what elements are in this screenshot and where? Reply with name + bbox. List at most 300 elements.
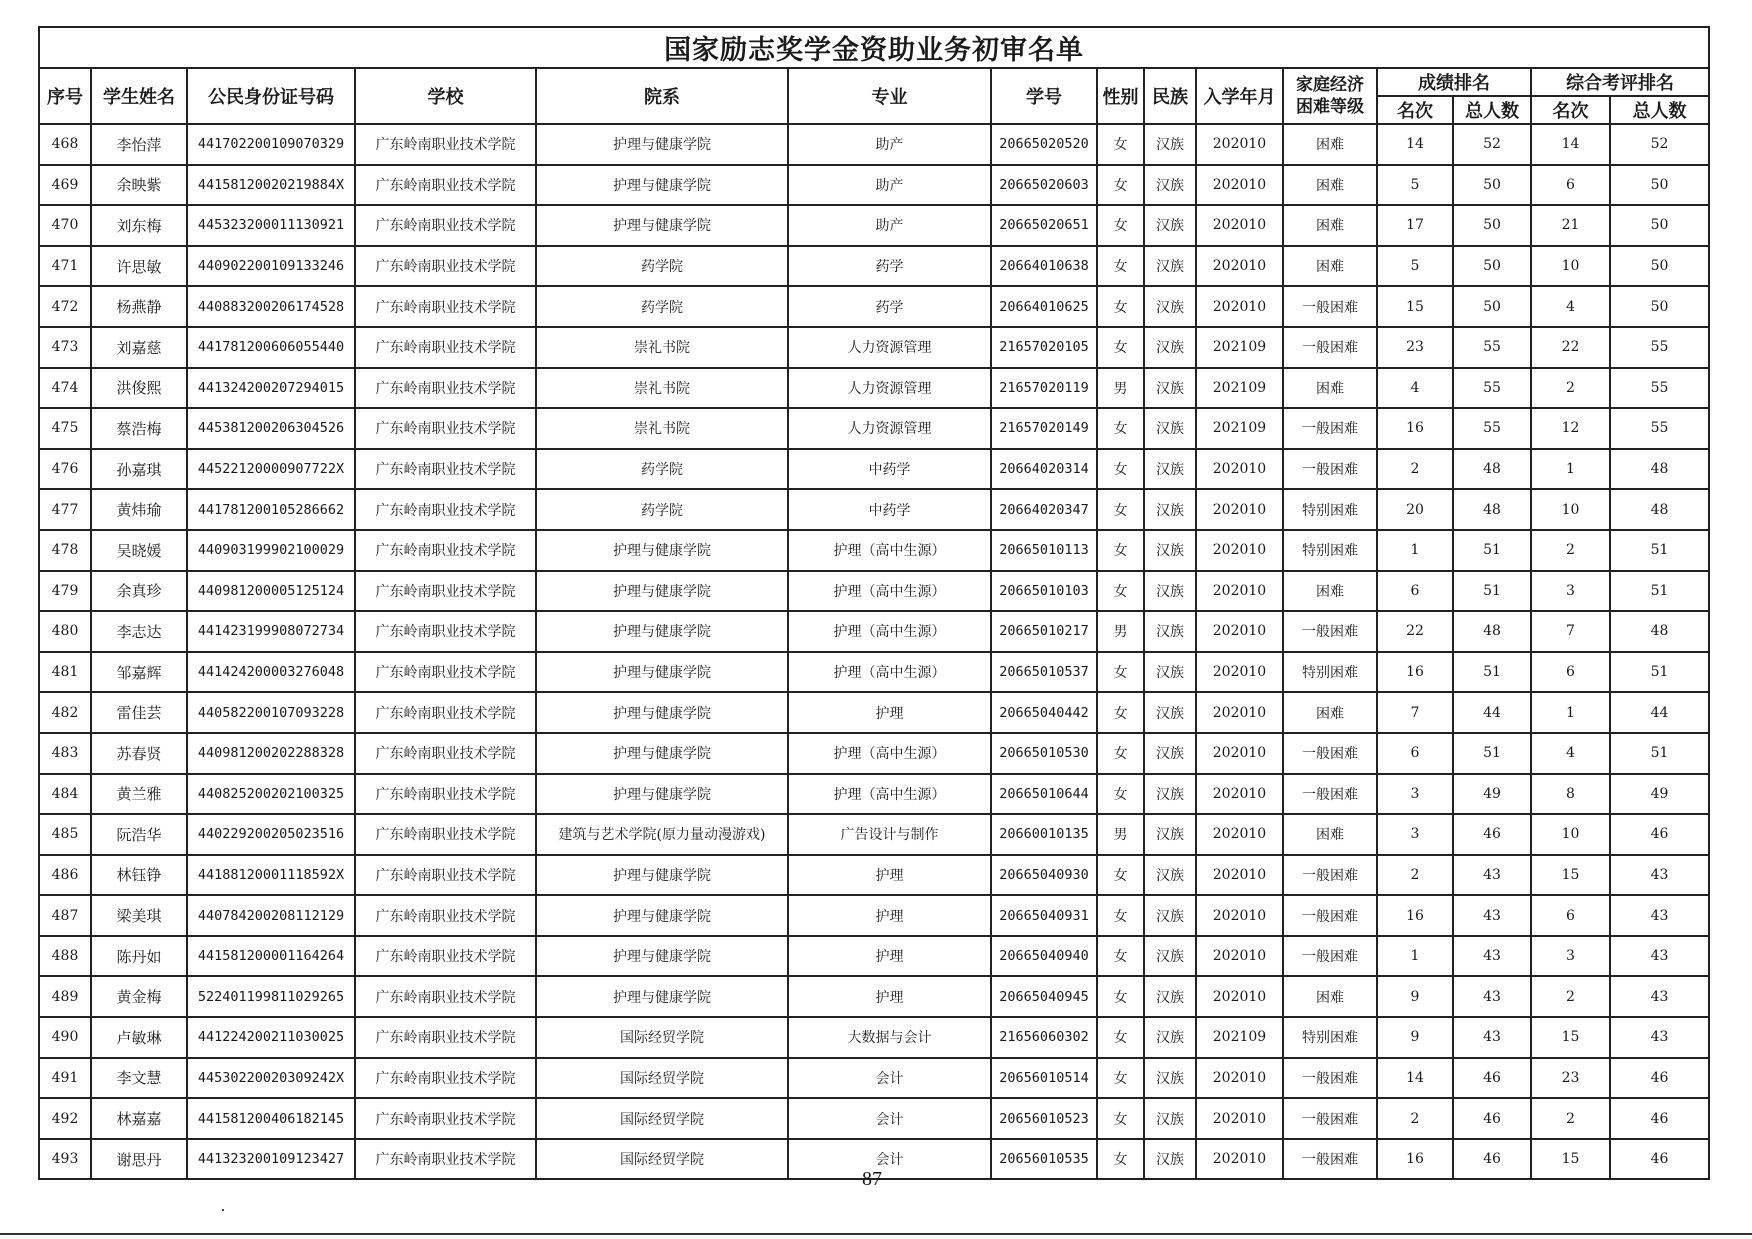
cell-overall-rank: 3 xyxy=(1531,936,1610,977)
cell-college: 护理与健康学院 xyxy=(536,733,788,774)
cell-id: 44522120000907722X xyxy=(187,449,355,490)
cell-grade-total: 51 xyxy=(1453,652,1531,693)
cell-student-no: 20665020603 xyxy=(991,165,1097,206)
cell-id: 440825200202100325 xyxy=(187,774,355,815)
cell-grade-rank: 7 xyxy=(1377,692,1453,733)
cell-overall-rank: 15 xyxy=(1531,1017,1610,1058)
cell-id: 440903199902100029 xyxy=(187,530,355,571)
cell-hardship: 一般困难 xyxy=(1283,733,1377,774)
cell-grade-rank: 5 xyxy=(1377,165,1453,206)
cell-major: 助产 xyxy=(788,165,991,206)
cell-college: 护理与健康学院 xyxy=(536,936,788,977)
cell-gender: 男 xyxy=(1097,611,1144,652)
cell-grade-total: 50 xyxy=(1453,286,1531,327)
cell-hardship: 一般困难 xyxy=(1283,1058,1377,1099)
cell-overall-total: 50 xyxy=(1610,286,1709,327)
cell-id: 445323200011130921 xyxy=(187,205,355,246)
cell-ethnicity: 汉族 xyxy=(1144,814,1196,855)
cell-id: 445381200206304526 xyxy=(187,408,355,449)
cell-name: 黄炜瑜 xyxy=(91,489,187,530)
cell-school: 广东岭南职业技术学院 xyxy=(355,327,536,368)
cell-name: 苏春贤 xyxy=(91,733,187,774)
cell-major: 中药学 xyxy=(788,489,991,530)
cell-hardship: 特别困难 xyxy=(1283,489,1377,530)
cell-student-no: 20665010644 xyxy=(991,774,1097,815)
cell-enroll: 202010 xyxy=(1196,976,1283,1017)
header-college: 院系 xyxy=(536,68,788,124)
cell-grade-total: 49 xyxy=(1453,774,1531,815)
cell-grade-rank: 14 xyxy=(1377,1058,1453,1099)
cell-major: 会计 xyxy=(788,1139,991,1180)
cell-student-no: 20665020520 xyxy=(991,124,1097,165)
table-row xyxy=(39,246,1709,287)
cell-overall-rank: 3 xyxy=(1531,571,1610,612)
cell-enroll: 202010 xyxy=(1196,286,1283,327)
cell-school: 广东岭南职业技术学院 xyxy=(355,1058,536,1099)
cell-seq: 492 xyxy=(39,1098,91,1139)
header-hardship xyxy=(1283,68,1377,124)
cell-id: 441324200207294015 xyxy=(187,368,355,409)
cell-major: 护理（高中生源） xyxy=(788,652,991,693)
cell-grade-total: 50 xyxy=(1453,246,1531,287)
cell-seq: 468 xyxy=(39,124,91,165)
cell-overall-total: 48 xyxy=(1610,449,1709,490)
cell-college: 药学院 xyxy=(536,246,788,287)
cell-student-no: 20665040940 xyxy=(991,936,1097,977)
cell-student-no: 20664020347 xyxy=(991,489,1097,530)
cell-name: 林嘉嘉 xyxy=(91,1098,187,1139)
table-row xyxy=(39,733,1709,774)
cell-id: 440784200208112129 xyxy=(187,895,355,936)
cell-school: 广东岭南职业技术学院 xyxy=(355,489,536,530)
roster-body xyxy=(39,124,1709,1179)
cell-hardship: 一般困难 xyxy=(1283,895,1377,936)
table-row xyxy=(39,855,1709,896)
cell-grade-rank: 3 xyxy=(1377,814,1453,855)
cell-overall-total: 52 xyxy=(1610,124,1709,165)
cell-hardship: 困难 xyxy=(1283,368,1377,409)
cell-gender: 女 xyxy=(1097,124,1144,165)
cell-gender: 女 xyxy=(1097,530,1144,571)
cell-overall-rank: 10 xyxy=(1531,814,1610,855)
cell-overall-total: 55 xyxy=(1610,408,1709,449)
cell-grade-rank: 2 xyxy=(1377,449,1453,490)
cell-enroll: 202010 xyxy=(1196,895,1283,936)
cell-name: 梁美琪 xyxy=(91,895,187,936)
cell-major: 药学 xyxy=(788,286,991,327)
cell-college: 崇礼书院 xyxy=(536,368,788,409)
stray-dot xyxy=(222,1209,224,1211)
cell-student-no: 20665010537 xyxy=(991,652,1097,693)
cell-student-no: 21656060302 xyxy=(991,1017,1097,1058)
cell-overall-rank: 10 xyxy=(1531,246,1610,287)
cell-name: 李志达 xyxy=(91,611,187,652)
cell-hardship: 困难 xyxy=(1283,165,1377,206)
cell-student-no: 20656010535 xyxy=(991,1139,1097,1180)
cell-hardship: 困难 xyxy=(1283,976,1377,1017)
cell-overall-total: 43 xyxy=(1610,1017,1709,1058)
table-row xyxy=(39,1017,1709,1058)
cell-ethnicity: 汉族 xyxy=(1144,652,1196,693)
cell-student-no: 20665040931 xyxy=(991,895,1097,936)
cell-seq: 493 xyxy=(39,1139,91,1180)
cell-grade-rank: 15 xyxy=(1377,286,1453,327)
cell-major: 助产 xyxy=(788,124,991,165)
cell-enroll: 202010 xyxy=(1196,1058,1283,1099)
cell-grade-rank: 23 xyxy=(1377,327,1453,368)
cell-college: 崇礼书院 xyxy=(536,408,788,449)
cell-overall-total: 46 xyxy=(1610,1058,1709,1099)
cell-ethnicity: 汉族 xyxy=(1144,449,1196,490)
cell-hardship: 一般困难 xyxy=(1283,408,1377,449)
cell-ethnicity: 汉族 xyxy=(1144,327,1196,368)
cell-overall-rank: 21 xyxy=(1531,205,1610,246)
cell-student-no: 20665010217 xyxy=(991,611,1097,652)
cell-name: 雷佳芸 xyxy=(91,692,187,733)
cell-grade-rank: 5 xyxy=(1377,246,1453,287)
cell-name: 李文慧 xyxy=(91,1058,187,1099)
cell-gender: 女 xyxy=(1097,408,1144,449)
table-row xyxy=(39,530,1709,571)
cell-overall-rank: 12 xyxy=(1531,408,1610,449)
cell-ethnicity: 汉族 xyxy=(1144,936,1196,977)
cell-grade-total: 51 xyxy=(1453,571,1531,612)
cell-overall-rank: 23 xyxy=(1531,1058,1610,1099)
cell-grade-rank: 14 xyxy=(1377,124,1453,165)
cell-overall-rank: 7 xyxy=(1531,611,1610,652)
cell-major: 人力资源管理 xyxy=(788,408,991,449)
cell-id: 440582200107093228 xyxy=(187,692,355,733)
cell-gender: 女 xyxy=(1097,936,1144,977)
cell-enroll: 202010 xyxy=(1196,652,1283,693)
cell-student-no: 20665040945 xyxy=(991,976,1097,1017)
cell-grade-total: 43 xyxy=(1453,936,1531,977)
cell-grade-rank: 2 xyxy=(1377,1098,1453,1139)
cell-overall-total: 46 xyxy=(1610,1139,1709,1180)
cell-school: 广东岭南职业技术学院 xyxy=(355,571,536,612)
cell-ethnicity: 汉族 xyxy=(1144,368,1196,409)
cell-major: 护理（高中生源） xyxy=(788,571,991,612)
cell-name: 邹嘉辉 xyxy=(91,652,187,693)
cell-student-no: 20656010523 xyxy=(991,1098,1097,1139)
cell-grade-total: 55 xyxy=(1453,408,1531,449)
cell-overall-total: 50 xyxy=(1610,205,1709,246)
cell-enroll: 202010 xyxy=(1196,124,1283,165)
cell-ethnicity: 汉族 xyxy=(1144,733,1196,774)
cell-ethnicity: 汉族 xyxy=(1144,895,1196,936)
cell-college: 国际经贸学院 xyxy=(536,1098,788,1139)
cell-major: 广告设计与制作 xyxy=(788,814,991,855)
cell-name: 谢思丹 xyxy=(91,1139,187,1180)
cell-major: 会计 xyxy=(788,1058,991,1099)
cell-hardship: 一般困难 xyxy=(1283,449,1377,490)
cell-overall-rank: 4 xyxy=(1531,286,1610,327)
roster-sheet xyxy=(38,26,1708,1180)
cell-id: 522401199811029265 xyxy=(187,976,355,1017)
cell-hardship: 一般困难 xyxy=(1283,1139,1377,1180)
cell-major: 会计 xyxy=(788,1098,991,1139)
cell-major: 助产 xyxy=(788,205,991,246)
table-row xyxy=(39,652,1709,693)
cell-overall-total: 43 xyxy=(1610,855,1709,896)
header-overall-rank-position: 名次 xyxy=(1531,96,1610,124)
cell-gender: 女 xyxy=(1097,774,1144,815)
cell-hardship: 困难 xyxy=(1283,246,1377,287)
cell-grade-total: 43 xyxy=(1453,1017,1531,1058)
cell-major: 药学 xyxy=(788,246,991,287)
cell-grade-total: 55 xyxy=(1453,368,1531,409)
cell-grade-rank: 1 xyxy=(1377,936,1453,977)
cell-ethnicity: 汉族 xyxy=(1144,530,1196,571)
cell-enroll: 202010 xyxy=(1196,774,1283,815)
cell-name: 黄金梅 xyxy=(91,976,187,1017)
cell-overall-total: 44 xyxy=(1610,692,1709,733)
header-grade-rank: 成绩排名 xyxy=(1377,68,1531,96)
cell-grade-total: 44 xyxy=(1453,692,1531,733)
cell-name: 余映紫 xyxy=(91,165,187,206)
cell-seq: 478 xyxy=(39,530,91,571)
cell-college: 药学院 xyxy=(536,489,788,530)
cell-gender: 男 xyxy=(1097,368,1144,409)
cell-school: 广东岭南职业技术学院 xyxy=(355,976,536,1017)
cell-grade-total: 48 xyxy=(1453,449,1531,490)
cell-college: 国际经贸学院 xyxy=(536,1058,788,1099)
cell-name: 陈丹如 xyxy=(91,936,187,977)
cell-name: 卢敏琳 xyxy=(91,1017,187,1058)
cell-grade-total: 50 xyxy=(1453,165,1531,206)
cell-overall-rank: 4 xyxy=(1531,733,1610,774)
cell-ethnicity: 汉族 xyxy=(1144,692,1196,733)
table-row xyxy=(39,1098,1709,1139)
cell-school: 广东岭南职业技术学院 xyxy=(355,611,536,652)
cell-overall-rank: 22 xyxy=(1531,327,1610,368)
cell-overall-total: 49 xyxy=(1610,774,1709,815)
cell-school: 广东岭南职业技术学院 xyxy=(355,246,536,287)
cell-overall-total: 55 xyxy=(1610,368,1709,409)
cell-seq: 487 xyxy=(39,895,91,936)
cell-grade-total: 48 xyxy=(1453,489,1531,530)
table-row xyxy=(39,449,1709,490)
cell-student-no: 20665010103 xyxy=(991,571,1097,612)
cell-hardship: 特别困难 xyxy=(1283,530,1377,571)
cell-school: 广东岭南职业技术学院 xyxy=(355,205,536,246)
cell-overall-rank: 2 xyxy=(1531,368,1610,409)
cell-college: 护理与健康学院 xyxy=(536,571,788,612)
cell-gender: 女 xyxy=(1097,571,1144,612)
cell-gender: 女 xyxy=(1097,976,1144,1017)
cell-id: 440981200005125124 xyxy=(187,571,355,612)
cell-student-no: 20660010135 xyxy=(991,814,1097,855)
cell-gender: 女 xyxy=(1097,165,1144,206)
cell-seq: 491 xyxy=(39,1058,91,1099)
cell-id: 441702200109070329 xyxy=(187,124,355,165)
cell-enroll: 202010 xyxy=(1196,530,1283,571)
cell-overall-rank: 8 xyxy=(1531,774,1610,815)
cell-grade-rank: 6 xyxy=(1377,571,1453,612)
cell-name: 刘东梅 xyxy=(91,205,187,246)
cell-id: 441781200105286662 xyxy=(187,489,355,530)
cell-grade-rank: 22 xyxy=(1377,611,1453,652)
cell-grade-total: 46 xyxy=(1453,1058,1531,1099)
cell-id: 441423199908072734 xyxy=(187,611,355,652)
cell-gender: 女 xyxy=(1097,692,1144,733)
bottom-rule xyxy=(0,1233,1752,1235)
cell-seq: 485 xyxy=(39,814,91,855)
cell-enroll: 202010 xyxy=(1196,733,1283,774)
cell-ethnicity: 汉族 xyxy=(1144,1017,1196,1058)
cell-overall-total: 43 xyxy=(1610,895,1709,936)
cell-grade-rank: 17 xyxy=(1377,205,1453,246)
cell-name: 蔡浩梅 xyxy=(91,408,187,449)
cell-school: 广东岭南职业技术学院 xyxy=(355,368,536,409)
cell-enroll: 202010 xyxy=(1196,165,1283,206)
cell-hardship: 特别困难 xyxy=(1283,652,1377,693)
cell-gender: 女 xyxy=(1097,205,1144,246)
cell-hardship: 一般困难 xyxy=(1283,611,1377,652)
cell-gender: 女 xyxy=(1097,855,1144,896)
cell-enroll: 202010 xyxy=(1196,936,1283,977)
cell-school: 广东岭南职业技术学院 xyxy=(355,936,536,977)
cell-student-no: 21657020105 xyxy=(991,327,1097,368)
cell-id: 44188120001118592X xyxy=(187,855,355,896)
cell-college: 护理与健康学院 xyxy=(536,124,788,165)
cell-enroll: 202010 xyxy=(1196,246,1283,287)
roster-table xyxy=(38,26,1710,1180)
cell-overall-total: 46 xyxy=(1610,1098,1709,1139)
cell-seq: 482 xyxy=(39,692,91,733)
cell-grade-total: 46 xyxy=(1453,814,1531,855)
table-row xyxy=(39,611,1709,652)
cell-student-no: 20665020651 xyxy=(991,205,1097,246)
cell-school: 广东岭南职业技术学院 xyxy=(355,408,536,449)
cell-enroll: 202109 xyxy=(1196,327,1283,368)
cell-grade-rank: 1 xyxy=(1377,530,1453,571)
cell-name: 黄兰雅 xyxy=(91,774,187,815)
cell-gender: 女 xyxy=(1097,489,1144,530)
cell-student-no: 20664010638 xyxy=(991,246,1097,287)
cell-ethnicity: 汉族 xyxy=(1144,408,1196,449)
cell-seq: 472 xyxy=(39,286,91,327)
cell-gender: 女 xyxy=(1097,327,1144,368)
cell-student-no: 21657020119 xyxy=(991,368,1097,409)
cell-hardship: 一般困难 xyxy=(1283,1098,1377,1139)
cell-school: 广东岭南职业技术学院 xyxy=(355,286,536,327)
cell-name: 吴晓媛 xyxy=(91,530,187,571)
cell-seq: 471 xyxy=(39,246,91,287)
cell-seq: 475 xyxy=(39,408,91,449)
cell-seq: 486 xyxy=(39,855,91,896)
cell-major: 人力资源管理 xyxy=(788,327,991,368)
cell-overall-total: 43 xyxy=(1610,936,1709,977)
cell-student-no: 20656010514 xyxy=(991,1058,1097,1099)
header-hardship-line1: 家庭经济 xyxy=(1296,75,1364,95)
cell-ethnicity: 汉族 xyxy=(1144,1139,1196,1180)
cell-grade-rank: 16 xyxy=(1377,408,1453,449)
cell-id: 440883200206174528 xyxy=(187,286,355,327)
cell-id: 44530220020309242X xyxy=(187,1058,355,1099)
header-hardship-line2: 困难等级 xyxy=(1296,97,1364,117)
header-school: 学校 xyxy=(355,68,536,124)
cell-ethnicity: 汉族 xyxy=(1144,165,1196,206)
cell-overall-total: 43 xyxy=(1610,976,1709,1017)
cell-gender: 女 xyxy=(1097,286,1144,327)
cell-ethnicity: 汉族 xyxy=(1144,286,1196,327)
cell-overall-rank: 15 xyxy=(1531,1139,1610,1180)
cell-school: 广东岭南职业技术学院 xyxy=(355,449,536,490)
cell-school: 广东岭南职业技术学院 xyxy=(355,733,536,774)
cell-grade-total: 48 xyxy=(1453,611,1531,652)
cell-enroll: 202010 xyxy=(1196,205,1283,246)
cell-ethnicity: 汉族 xyxy=(1144,611,1196,652)
cell-student-no: 20664020314 xyxy=(991,449,1097,490)
cell-student-no: 20665010113 xyxy=(991,530,1097,571)
cell-major: 护理（高中生源） xyxy=(788,611,991,652)
cell-school: 广东岭南职业技术学院 xyxy=(355,165,536,206)
cell-college: 护理与健康学院 xyxy=(536,205,788,246)
cell-name: 杨燕静 xyxy=(91,286,187,327)
cell-ethnicity: 汉族 xyxy=(1144,489,1196,530)
header-grade-rank-position: 名次 xyxy=(1377,96,1453,124)
cell-id: 44158120020219884X xyxy=(187,165,355,206)
cell-hardship: 困难 xyxy=(1283,814,1377,855)
cell-id: 441781200606055440 xyxy=(187,327,355,368)
cell-college: 护理与健康学院 xyxy=(536,165,788,206)
cell-major: 护理 xyxy=(788,895,991,936)
cell-name: 李怡萍 xyxy=(91,124,187,165)
cell-grade-total: 43 xyxy=(1453,895,1531,936)
cell-student-no: 20664010625 xyxy=(991,286,1097,327)
cell-id: 441581200001164264 xyxy=(187,936,355,977)
cell-grade-total: 51 xyxy=(1453,530,1531,571)
cell-gender: 女 xyxy=(1097,1017,1144,1058)
cell-gender: 女 xyxy=(1097,895,1144,936)
cell-grade-total: 51 xyxy=(1453,733,1531,774)
cell-gender: 女 xyxy=(1097,733,1144,774)
cell-major: 护理 xyxy=(788,855,991,896)
cell-grade-rank: 16 xyxy=(1377,895,1453,936)
cell-grade-rank: 4 xyxy=(1377,368,1453,409)
cell-hardship: 一般困难 xyxy=(1283,327,1377,368)
cell-major: 护理（高中生源） xyxy=(788,530,991,571)
cell-overall-rank: 2 xyxy=(1531,1098,1610,1139)
cell-overall-total: 46 xyxy=(1610,814,1709,855)
header-enroll: 入学年月 xyxy=(1196,68,1283,124)
cell-college: 护理与健康学院 xyxy=(536,774,788,815)
cell-ethnicity: 汉族 xyxy=(1144,774,1196,815)
cell-school: 广东岭南职业技术学院 xyxy=(355,530,536,571)
header-overall-rank: 综合考评排名 xyxy=(1531,68,1709,96)
cell-hardship: 一般困难 xyxy=(1283,286,1377,327)
table-row xyxy=(39,976,1709,1017)
cell-name: 许思敏 xyxy=(91,246,187,287)
cell-seq: 473 xyxy=(39,327,91,368)
cell-ethnicity: 汉族 xyxy=(1144,855,1196,896)
cell-overall-rank: 1 xyxy=(1531,692,1610,733)
cell-enroll: 202010 xyxy=(1196,692,1283,733)
cell-name: 阮浩华 xyxy=(91,814,187,855)
cell-seq: 490 xyxy=(39,1017,91,1058)
cell-overall-total: 51 xyxy=(1610,530,1709,571)
cell-school: 广东岭南职业技术学院 xyxy=(355,652,536,693)
cell-id: 440981200202288328 xyxy=(187,733,355,774)
cell-grade-rank: 9 xyxy=(1377,976,1453,1017)
cell-overall-rank: 1 xyxy=(1531,449,1610,490)
cell-seq: 477 xyxy=(39,489,91,530)
cell-major: 人力资源管理 xyxy=(788,368,991,409)
cell-school: 广东岭南职业技术学院 xyxy=(355,855,536,896)
cell-grade-rank: 9 xyxy=(1377,1017,1453,1058)
cell-overall-total: 55 xyxy=(1610,327,1709,368)
